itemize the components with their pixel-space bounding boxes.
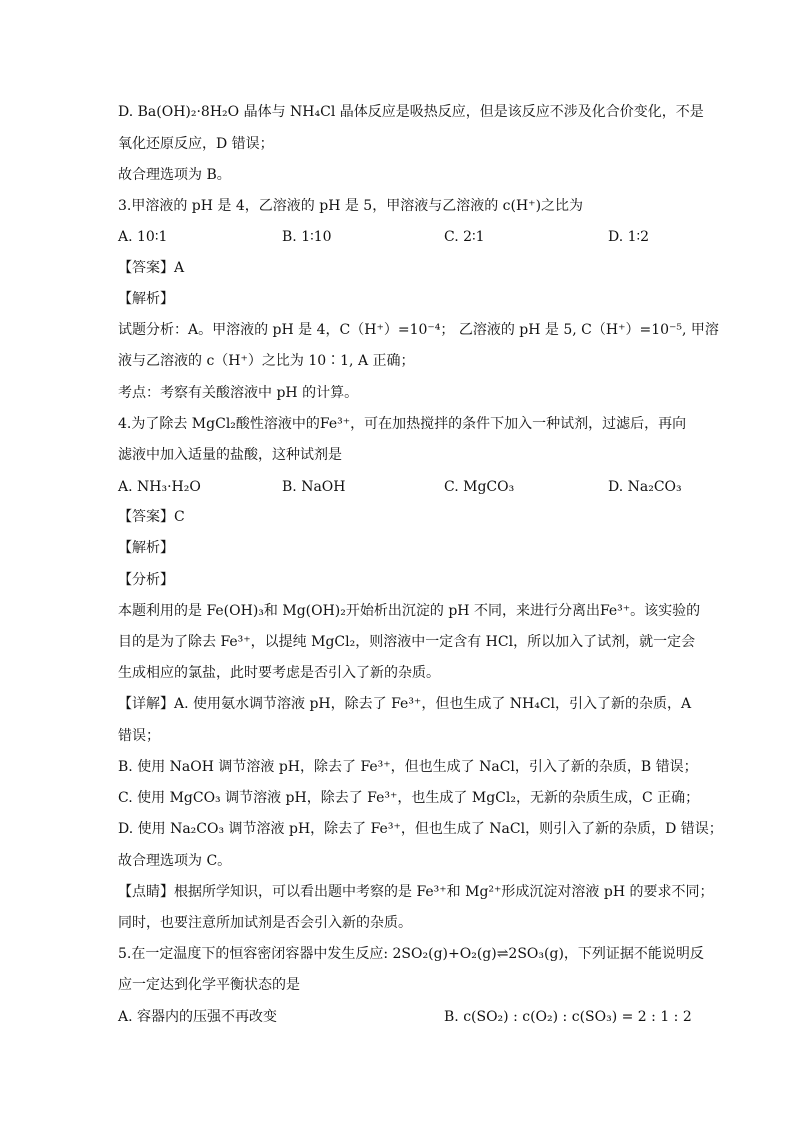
detail-line: 【详解】A. 使用氨水调节溶液 pH，除去了 Fe³⁺，但也生成了 NH₄Cl，引入了新的杂质，A xyxy=(118,696,692,712)
answer-label: 【答案】A xyxy=(118,260,185,276)
text-line: C. 使用 MgCO₃ 调节溶液 pH，除去了 Fe³⁺，也生成了 MgCl₂，无新的杂质生成，C 正确； xyxy=(118,790,700,806)
text-line: D. 使用 Na₂CO₃ 调节溶液 pH，除去了 Fe³⁺，但也生成了 NaCl，则引入了新的杂质，D 错误； xyxy=(118,821,723,837)
text-line: 本题利用的是 Fe(OH)₃和 Mg(OH)₂开始析出沉淀的 pH 不同，来进行分离出Fe³⁺。该实验的 xyxy=(118,603,701,619)
question-5: 5.在一定温度下的恒容密闭容器中发生反应: 2SO₂(g)+O₂(g)⇌2SO₃(g)，下列证据不能说明反 xyxy=(118,946,704,962)
q4-option-a: A. NH₃·H₂O xyxy=(118,479,201,495)
text-line: 应一定达到化学平衡状态的是 xyxy=(118,977,300,993)
q3-option-d: D. 1∶2 xyxy=(608,229,650,245)
q3-option-c: C. 2∶1 xyxy=(444,229,485,245)
answer-label: 【答案】C xyxy=(118,509,185,525)
q4-option-c: C. MgCO₃ xyxy=(444,479,515,495)
text-line: 同时，也要注意所加试剂是否会引入新的杂质。 xyxy=(118,915,412,931)
q3-option-a: A. 10∶1 xyxy=(118,229,168,245)
text-line: 试题分析：A。甲溶液的 pH 是 4，C（H⁺）=10⁻⁴； 乙溶液的 pH 是 5, C（H⁺）=10⁻⁵, 甲溶 xyxy=(118,322,719,338)
q5-option-b: B. c(SO₂) : c(O₂) : c(SO₃) = 2 : 1 : 2 xyxy=(444,1009,692,1025)
text-line: D. Ba(OH)₂·8H₂O 晶体与 NH₄Cl 晶体反应是吸热反应，但是该反应不涉及化合价变化，不是 xyxy=(118,104,704,120)
analysis-sub-label: 【分析】 xyxy=(118,572,174,588)
question-4: 4.为了除去 MgCl₂酸性溶液中的Fe³⁺，可在加热搅拌的条件下加入一种试剂，过滤后，再向 xyxy=(118,416,687,432)
q4-option-d: D. Na₂CO₃ xyxy=(608,479,682,495)
question-3: 3.甲溶液的 pH 是 4，乙溶液的 pH 是 5，甲溶液与乙溶液的 c(H⁺)之比为 xyxy=(118,198,584,214)
text-line: 错误； xyxy=(118,728,160,744)
q4-options xyxy=(118,477,682,497)
q3-option-b: B. 1∶10 xyxy=(282,229,332,245)
text-line: 考点：考察有关酸溶液中 pH 的计算。 xyxy=(118,385,359,401)
q5-options xyxy=(118,1007,692,1027)
q4-option-b: B. NaOH xyxy=(282,479,346,495)
text-line: 氧化还原反应，D 错误； xyxy=(118,136,274,152)
tip-line: 【点睛】根据所学知识，可以看出题中考察的是 Fe³⁺和 Mg²⁺形成沉淀对溶液 pH 的要求不同； xyxy=(118,884,714,900)
text-line: 故合理选项为 B。 xyxy=(118,167,231,183)
analysis-label: 【解析】 xyxy=(118,540,174,556)
text-line: 生成相应的氯盐，此时要考虑是否引入了新的杂质。 xyxy=(118,665,440,681)
q5-option-a: A. 容器内的压强不再改变 xyxy=(118,1009,278,1025)
text-line: 目的是为了除去 Fe³⁺，以提纯 MgCl₂，则溶液中一定含有 HCl，所以加入了试剂，就一定会 xyxy=(118,634,696,650)
q3-options xyxy=(118,227,678,247)
text-line: 液与乙溶液的 c（H⁺）之比为 10∶1, A 正确； xyxy=(118,353,415,369)
text-line: 滤液中加入适量的盐酸，这种试剂是 xyxy=(118,447,342,463)
text-line: B. 使用 NaOH 调节溶液 pH，除去了 Fe³⁺，但也生成了 NaCl，引入了新的杂质，B 错误； xyxy=(118,759,698,775)
text-line: 故合理选项为 C。 xyxy=(118,853,232,869)
analysis-label: 【解析】 xyxy=(118,291,174,307)
